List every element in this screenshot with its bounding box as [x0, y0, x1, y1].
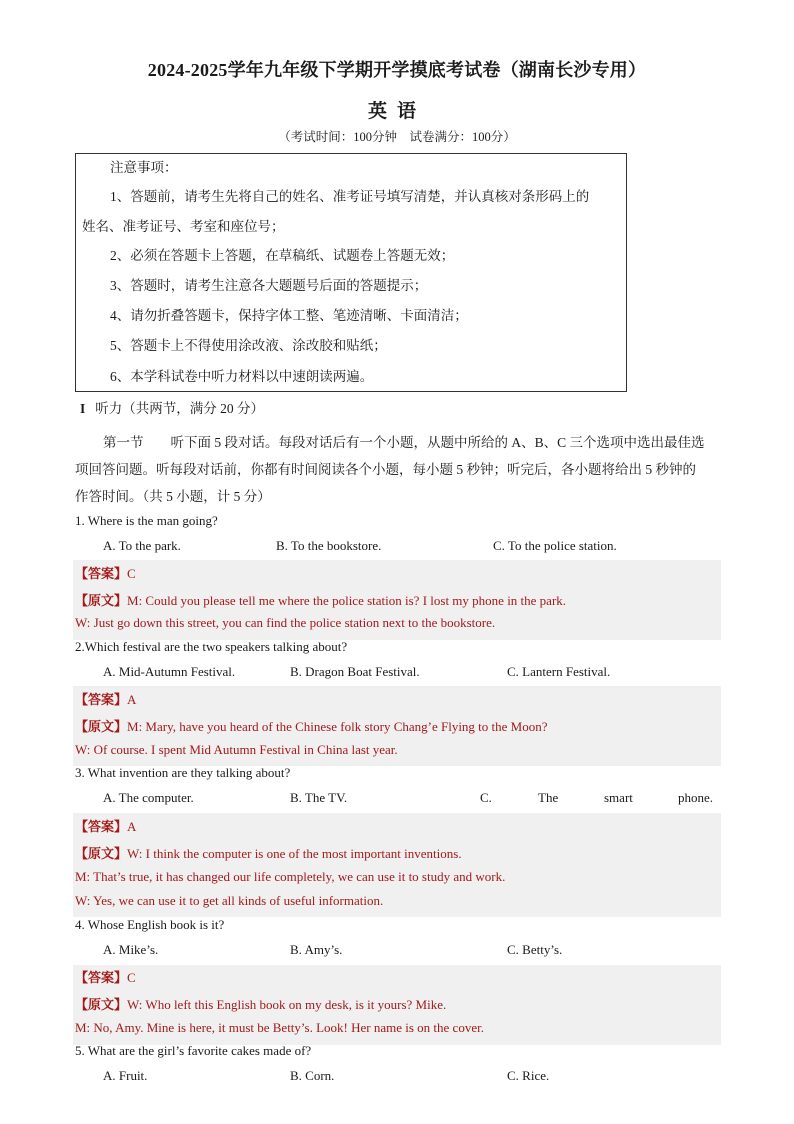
answer-value: C	[127, 970, 136, 985]
notice-heading: 注意事项：	[110, 160, 178, 175]
section-intro-line: 作答时间。（共 5 小题，计 5 分）	[75, 489, 271, 504]
option-c: C. Betty’s.	[507, 942, 563, 957]
source-tag: 【原文】	[75, 846, 128, 861]
option-a: A. Mid-Autumn Festival.	[103, 664, 236, 679]
option-c-word: The	[538, 790, 559, 805]
option-c-word: phone.	[678, 790, 714, 805]
answer-line	[75, 967, 136, 986]
option-b: B. Corn.	[290, 1068, 335, 1083]
transcript-text: W: Who left this English book on my desk, is it yours? Mike.	[127, 997, 447, 1012]
transcript-text: M: Mary, have you heard of the Chinese folk story Chang’e Flying to the Moon?	[127, 719, 548, 734]
answer-line	[75, 816, 136, 835]
option-c-word: smart	[604, 790, 633, 805]
section-intro-line: 项回答问题。听每段对话前，你都有时间阅读各个小题，每小题 5 秒钟；听完后，各小题将给出 5 秒钟的	[75, 462, 696, 477]
question-stem: 5. What are the girl’s favorite cakes made of?	[75, 1043, 312, 1058]
transcript-text: W: I think the computer is one of the most important inventions.	[127, 846, 462, 861]
question-stem: 2.Which festival are the two speakers talking about?	[75, 639, 348, 654]
notice-item: 3、答题时，请考生注意各大题题号后面的答题提示；	[110, 278, 428, 293]
option-a: A. The computer.	[103, 790, 194, 805]
answer-value: A	[127, 692, 137, 707]
option-c: C. Lantern Festival.	[507, 664, 611, 679]
question-stem: 1. Where is the man going?	[75, 513, 218, 528]
notice-item: 6、本学科试卷中听力材料以中速朗读两遍。	[110, 369, 374, 384]
answer-value: C	[127, 566, 136, 581]
section-heading	[80, 397, 264, 417]
transcript-line	[75, 716, 548, 735]
transcript-line: M: No, Amy. Mine is here, it must be Betty’s. Look! Her name is on the cover.	[75, 1020, 484, 1035]
answer-tag: 【答案】	[75, 566, 128, 581]
answer-tag: 【答案】	[75, 692, 128, 707]
option-c: C.	[480, 790, 492, 805]
answer-line	[75, 563, 136, 582]
transcript-line: W: Just go down this street, you can find the police station next to the bookstore.	[75, 615, 496, 630]
question-stem: 3. What invention are they talking about?	[75, 765, 291, 780]
exam-title: 2024-2025学年九年级下学期开学摸底考试卷（湖南长沙专用）	[147, 60, 647, 80]
notice-item: 4、请勿折叠答题卡，保持字体工整、笔迹清晰、卡面清洁；	[110, 308, 468, 323]
transcript-text: M: Could you please tell me where the police station is? I lost my phone in the park.	[127, 593, 567, 608]
notice-box	[75, 153, 627, 392]
option-b: B. Dragon Boat Festival.	[290, 664, 420, 679]
source-tag: 【原文】	[75, 593, 128, 608]
subject-title: 英语	[367, 101, 426, 122]
answer-value: A	[127, 819, 137, 834]
answer-tag: 【答案】	[75, 970, 128, 985]
section-label: 听力（共两节，满分 20 分）	[95, 401, 265, 416]
answer-tag: 【答案】	[75, 819, 128, 834]
exam-time-score: （考试时间：100分钟 试卷满分：100分）	[278, 130, 516, 144]
option-c: C. To the police station.	[493, 538, 617, 553]
option-a: A. Mike’s.	[103, 942, 159, 957]
transcript-line: W: Yes, we can use it to get all kinds of useful information.	[75, 893, 384, 908]
source-tag: 【原文】	[75, 997, 128, 1012]
transcript-line: W: Of course. I spent Mid Autumn Festival in China last year.	[75, 742, 398, 757]
answer-line	[75, 689, 136, 708]
notice-item: 2、必须在答题卡上答题，在草稿纸、试题卷上答题无效；	[110, 248, 455, 263]
notice-item: 5、答题卡上不得使用涂改液、涂改胶和贴纸；	[110, 338, 387, 353]
question-stem: 4. Whose English book is it?	[75, 917, 225, 932]
transcript-line	[75, 994, 446, 1013]
option-a: A. Fruit.	[103, 1068, 148, 1083]
option-a: A. To the park.	[103, 538, 181, 553]
option-b: B. Amy’s.	[290, 942, 343, 957]
transcript-line	[75, 843, 462, 862]
source-tag: 【原文】	[75, 719, 128, 734]
option-b: B. To the bookstore.	[276, 538, 382, 553]
section-intro-line: 第一节 听下面 5 段对话。每段对话后有一个小题，从题中所给的 A、B、C 三个选项中选出最佳选	[103, 435, 705, 450]
transcript-line	[75, 590, 566, 609]
section-number: I	[80, 401, 86, 416]
notice-item: 1、答题前，请考生先将自己的姓名、准考证号填写清楚，并认真核对条形码上的	[110, 189, 590, 204]
transcript-line: M: That’s true, it has changed our life completely, we can use it to study and work.	[75, 869, 506, 884]
option-b: B. The TV.	[290, 790, 348, 805]
notice-item: 姓名、准考证号、考室和座位号；	[82, 219, 285, 234]
option-c: C. Rice.	[507, 1068, 550, 1083]
